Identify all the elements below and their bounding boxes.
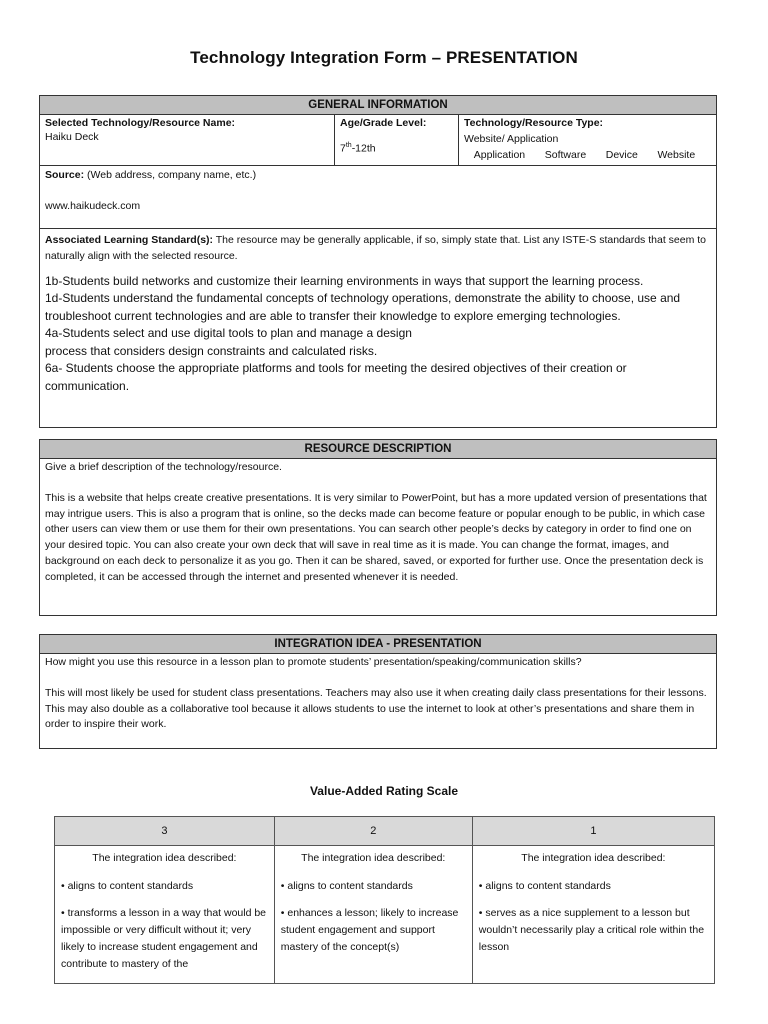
integration-text: This will most likely be used for student class presentations. Teachers may also use it when creating daily class presentations for their lessons. This may also double as a collaborative tool because it allows students to use the internet to look at other’s presentations and share them in order to inspire their work.: [45, 686, 707, 731]
rating-column-1: [472, 846, 714, 984]
resource-type-label: Technology/Resource Type:: [464, 117, 604, 129]
resource-info-row: [40, 115, 716, 166]
standards-hint: The resource may be generally applicable, if so, simply state that. List any ISTE-S standards that seem to naturally align with the selected resource.: [45, 234, 706, 262]
resource-prompt: Give a brief description of the technology/resource.: [45, 461, 282, 473]
resource-type-value: Website/ Application: [464, 133, 559, 145]
integration-cell: [40, 654, 716, 734]
general-information-section: [39, 95, 717, 428]
resource-description-cell: [40, 459, 716, 587]
type-option-software[interactable]: Software: [544, 149, 587, 161]
type-option-application[interactable]: Application: [473, 149, 526, 161]
rating-score-2: 2: [274, 817, 472, 846]
section-header: INTEGRATION IDEA - PRESENTATION: [40, 635, 716, 654]
rating-column-2: [274, 846, 472, 984]
resource-name-value: Haiku Deck: [45, 131, 99, 143]
type-option-device[interactable]: Device: [605, 149, 638, 161]
rating-column-3: [55, 846, 275, 984]
rating-item: • transforms a lesson in a way that would be impossible or very difficult without it; very likely to increase student engagement and contribute to mastery of the: [61, 907, 267, 970]
integration-prompt: How might you use this resource in a lesson plan to promote students’ presentation/speaking/communication skills?: [45, 656, 582, 668]
type-option-website[interactable]: Website: [657, 149, 696, 161]
standards-label: Associated Learning Standard(s):: [45, 234, 214, 246]
rating-intro: The integration idea described:: [301, 852, 446, 864]
age-grade-value: 7th-12th: [340, 142, 376, 155]
source-hint: (Web address, company name, etc.): [87, 169, 257, 181]
rating-item: • aligns to content standards: [280, 880, 413, 892]
section-header: RESOURCE DESCRIPTION: [40, 440, 716, 459]
standard-4a: 4a-Students select and use digital tools to plan and manage a design process that considers design constraints and calculated risks.: [45, 326, 412, 358]
section-header: GENERAL INFORMATION: [40, 96, 716, 115]
age-grade-label: Age/Grade Level:: [340, 117, 427, 129]
source-cell: [40, 166, 716, 228]
resource-name-label: Selected Technology/Resource Name:: [45, 117, 236, 129]
standard-6a: 6a- Students choose the appropriate platforms and tools for meeting the desired objectives of their creation or communication.: [45, 361, 627, 393]
age-grade-cell: [335, 115, 459, 165]
rating-scale-title: Value-Added Rating Scale: [309, 784, 459, 798]
rating-intro: The integration idea described:: [521, 852, 666, 864]
rating-scale-table: [54, 816, 715, 984]
rating-item: • enhances a lesson; likely to increase student engagement and support mastery of the concept(s): [280, 907, 459, 953]
source-value: www.haikudeck.com: [45, 200, 141, 212]
rating-score-3: 3: [55, 817, 275, 846]
table-header-row: [55, 817, 715, 846]
resource-text: This is a website that helps create creative presentations. It is very similar to PowerPoint, but has a more updated version of presentations that may intrigue users. This is also a program that is online, so the decks made can become feature or popular enough to be public, in which case other users can view them or use them for their own presentations. You can search other people’s decks by category in order to find one on your desired topic. You can also create your own deck that will save in real time as it is made. You can change the format, images, and background on each deck to personalize it as you go. Then it can be shared, saved, or exported for further use. Once the presentation deck is completed, it can be accessed through the internet and presented whenever it is needed.: [45, 491, 707, 583]
rating-score-1: 1: [472, 817, 714, 846]
rating-intro: The integration idea described:: [92, 852, 237, 864]
rating-item: • aligns to content standards: [478, 880, 611, 892]
source-label: Source:: [45, 169, 85, 181]
resource-type-options: [464, 148, 711, 162]
integration-idea-section: [39, 634, 717, 749]
source-row: [40, 166, 716, 229]
page-title: Technology Integration Form – PRESENTATION: [190, 48, 578, 67]
resource-name-cell: [40, 115, 335, 165]
resource-type-cell: [459, 115, 716, 165]
standards-cell: [40, 229, 716, 396]
standard-1d: 1d-Students understand the fundamental concepts of technology operations, demonstrate the ability to choose, use and troubleshoot current technologies and are able to transfer their knowledge to explore emerging technologies.: [45, 291, 681, 323]
rating-item: • aligns to content standards: [61, 880, 194, 892]
resource-description-section: [39, 439, 717, 616]
table-row: [55, 846, 715, 984]
standard-1b: 1b-Students build networks and customize their learning environments in ways that support the learning process.: [45, 273, 644, 288]
rating-item: • serves as a nice supplement to a lesson but wouldn’t necessarily play a critical role within the lesson: [478, 907, 705, 953]
